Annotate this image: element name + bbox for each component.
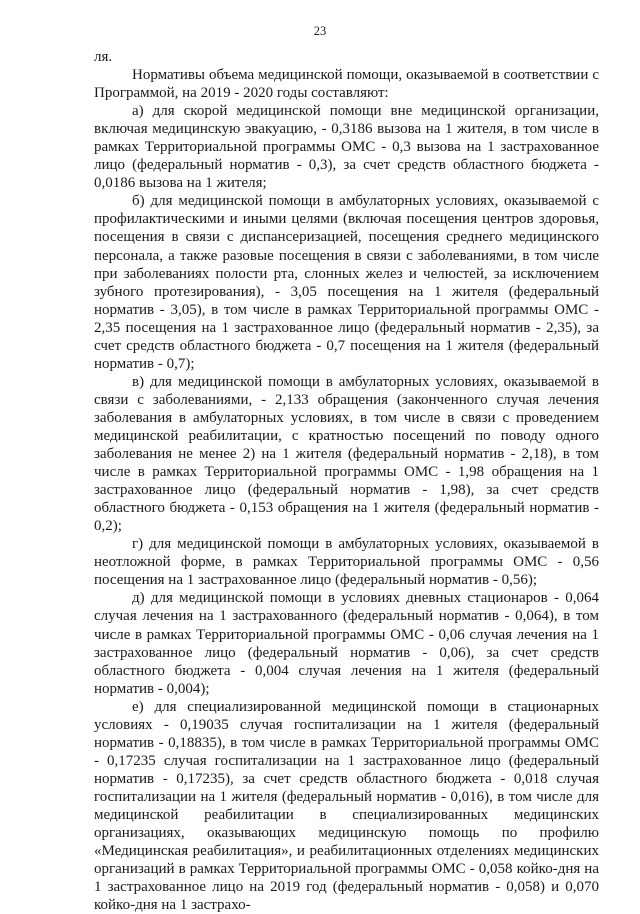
paragraph-item-b: б) для медицинской помощи в амбулаторных условиях, оказываемой с профилактическими и иными целями (включая посещения центров здоровья, посещения в связи с диспансеризацией, посещения среднего медицинского персонала, а также разовые посещения в связи с заболеваниями, в том числе при заболеваниях полости рта, слонных желез и челюстей, за исключением зубного протезирования), - 3,05 посещения на 1 жителя (федеральный норматив - 3,05), в том числе в рамках Территориальной программы ОМС - 2,35 посещения на 1 застрахованное лицо (федеральный норматив - 2,35), за счет средств областного бюджета - 0,7 посещения на 1 жителя (федеральный норматив - 0,7);: [94, 193, 599, 372]
paragraph-item-a: а) для скорой медицинской помощи вне медицинской организации, включая медицинскую эвакуацию, - 0,3186 вызова на 1 жителя, в том числе в рамках Территориальной программы ОМС - 0,3 вызова на 1 застрахованное лицо (федеральный норматив - 0,3), за счет средств областного бюджета - 0,0186 вызова на 1 жителя;: [94, 103, 599, 192]
paragraph-item-g: г) для медицинской помощи в амбулаторных условиях, оказываемой в неотложной форме, в рамках Территориальной программы ОМС - 0,56 посещения на 1 застрахованное лицо (федеральный норматив - 0,56);: [94, 536, 599, 589]
paragraph-continuation: ля.: [94, 49, 113, 65]
body-text: [94, 48, 599, 914]
paragraph-item-d: д) для медицинской помощи в условиях дневных стационаров - 0,064 случая лечения на 1 застрахованного (федеральный норматив - 0,064), в том числе в рамках Территориальной программы ОМС - 0,06 случая лечения на 1 застрахованное лицо (федеральный норматив - 0,06), за счет средств областного бюджета - 0,004 случая лечения на 1 жителя (федеральный норматив - 0,004);: [94, 590, 599, 697]
paragraph-item-v: в) для медицинской помощи в амбулаторных условиях, оказываемой в связи с заболеваниями, - 2,133 обращения (законченного случая лечения заболевания в амбулаторных условиях, в том числе в связи с проведением медицинской реабилитации, с кратностью посещений по поводу одного заболевания не менее 2) на 1 жителя (федеральный норматив - 2,18), в том числе в рамках Территориальной программы ОМС - 1,98 обращения на 1 застрахованное лицо (федеральный норматив - 1,98), за счет средств областного бюджета - 0,153 обращения на 1 жителя (федеральный норматив - 0,2);: [94, 373, 599, 535]
page-number: 23: [313, 24, 327, 38]
paragraph-item-e: е) для специализированной медицинской помощи в стационарных условиях - 0,19035 случая госпитализации на 1 жителя (федеральный норматив - 0,18835), в том числе в рамках Территориальной программы ОМС - 0,17235 случая госпитализации на 1 застрахованное лицо (федеральный норматив - 0,17235), за счет средств областного бюджета - 0,018 случая госпитализации на 1 жителя (федеральный норматив - 0,016), в том числе для медицинской реабилитации в специализированных медицинских организациях, оказывающих медицинскую помощь по профилю «Медицинская реабилитация», и реабилитационных отделениях медицинских организаций в рамках Территориальной программы ОМС - 0,058 койко-дня на 1 застрахованное лицо на 2019 год (федеральный норматив - 0,058) и 0,070 койко-дня на 1 застрахо-: [94, 698, 599, 914]
paragraph-intro: Нормативы объема медицинской помощи, оказываемой в соответствии с Программой, на 2019 - 2020 годы составляют:: [94, 67, 599, 102]
